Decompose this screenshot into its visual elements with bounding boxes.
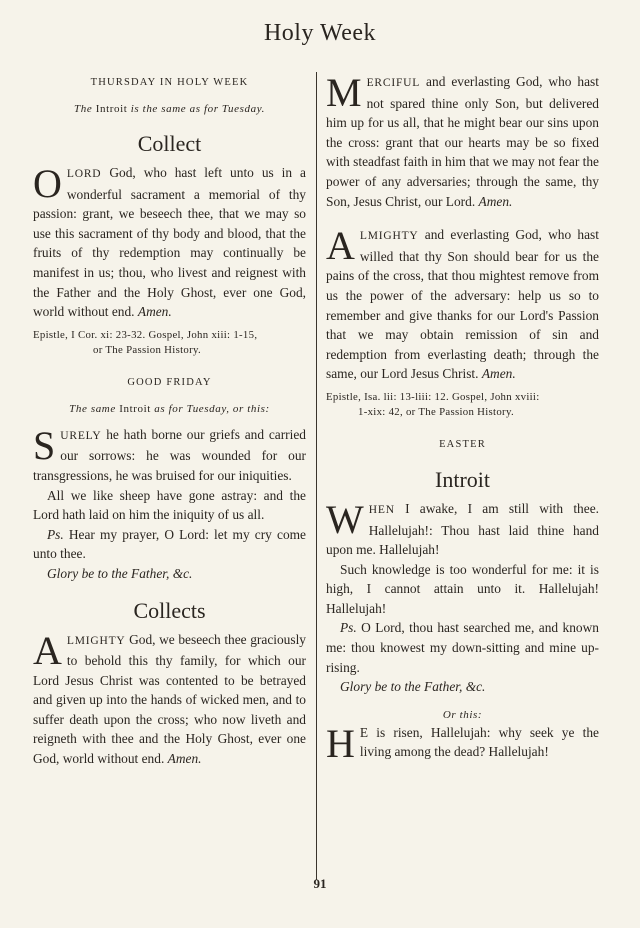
left-column xyxy=(33,72,306,769)
thursday-rubric: The Introit is the same as for Tuesday. xyxy=(74,103,265,115)
dropcap: M xyxy=(326,70,362,115)
right-column xyxy=(326,70,599,766)
thursday-heading: THURSDAY IN HOLY WEEK xyxy=(90,77,249,88)
good-friday-rubric: The same Introit as for Tuesday, or this: xyxy=(69,402,270,415)
page-title: Holy Week xyxy=(263,20,377,46)
page-number: 91 xyxy=(313,876,327,891)
easter-heading: EASTER xyxy=(439,438,486,450)
good-friday-collect: ALMIGHTY God, we beseech thee graciously to behold this thy family, for which our Lord Jesus Christ was contented to be betrayed and given up into the hands of wicked men, and to suffer death upon the cross; who now liveth and reigneth with thee and the Holy Ghost, ever one God, world without end. Amen. xyxy=(33,627,306,767)
dropcap: O xyxy=(33,161,62,206)
or-this-rubric: Or this: xyxy=(442,708,483,721)
easter-introit: WHEN I awake, I am still with thee. Hallelujah!: Thou hast laid thine hand upon me. Hallelujah! xyxy=(326,496,599,558)
collects-heading: Collects xyxy=(133,597,206,623)
thursday-collect: O LORD God, who hast left unto us in a wonderful sacrament a memorial of thy passion: grant, we beseech thee, that we may so use this sacrament of thy body and blood, that the fruits of thy redemption may continually be manifest in us; thou, who livest and reignest with the Father and the Holy Ghost, ever one God, world without end. Amen. xyxy=(33,161,306,320)
dropcap: H xyxy=(326,720,355,766)
dropcap: A xyxy=(33,627,62,673)
good-friday-collect-3: ALMIGHTY and everlasting God, who hast willed that thy Son should bear for us the pains of the cross, that thou mightest remove from us the power of the adversary: help us so to remember and give thanks for our Lord's Passion that we may obtain remission of sin and redemption from everlasting death; through the same, our Lord Jesus Christ. Amen. xyxy=(326,223,599,382)
good-friday-collect-2: MERCIFUL and everlasting God, who hast not spared thine only Son, but delivered him up for us all, that he might bear our sins upon the cross: grant that our hearts may be so fixed with steadfast faith in him that we may not fear the power of any adversaries; through the same, thy Son, Jesus Christ, our Lord. Amen. xyxy=(326,70,599,209)
collect-heading: Collect xyxy=(137,131,202,156)
good-friday-psalm: Ps. Hear my prayer, O Lord: let my cry come unto thee. xyxy=(33,526,306,562)
easter-introit-2: Such knowledge is too wonderful for me: it is high, I cannot attain unto it. Hallelujah! Hallelujah! xyxy=(326,561,599,616)
easter-psalm: Ps. O Lord, thou hast searched me, and known me: thou knowest my down-sitting and mine up-rising. xyxy=(326,620,599,675)
dropcap: A xyxy=(326,223,355,269)
easter-gloria: Glory be to the Father, &c. xyxy=(340,679,486,695)
dropcap: W xyxy=(326,496,364,542)
good-friday-introit-2: All we like sheep have gone astray: and the Lord hath laid on him the iniquity of us all. xyxy=(33,487,306,523)
thursday-lessons: Epistle, I Cor. xi: 23-32. Gospel, John xiii: 1-15, or The Passion History. xyxy=(33,328,258,356)
introit-heading: Introit xyxy=(435,466,490,492)
dropcap: S xyxy=(33,422,56,468)
column-divider xyxy=(316,72,317,880)
good-friday-gloria: Glory be to the Father, &c. xyxy=(47,565,193,581)
easter-alt-introit: H E is risen, Hallelujah: why seek ye the living among the dead? Hallelujah! xyxy=(326,720,599,766)
good-friday-heading: GOOD FRIDAY xyxy=(127,376,212,388)
good-friday-introit: SURELY he hath borne our griefs and carried our sorrows: he was wounded for our transgressions, he was bruised for our iniquities. xyxy=(33,422,306,483)
good-friday-lessons: Epistle, Isa. lii: 13-liii: 12. Gospel, John xviii: 1-xix: 42, or The Passion History. xyxy=(326,390,540,418)
